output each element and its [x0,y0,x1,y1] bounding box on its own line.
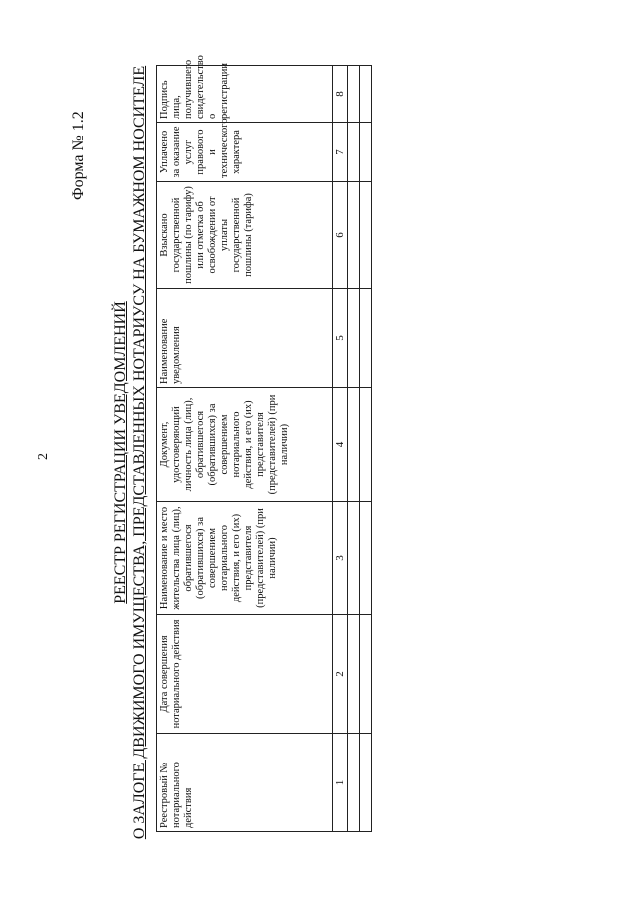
table-row-empty [348,66,360,832]
table-cell[interactable] [360,502,372,615]
document-subtitle: О ЗАЛОГЕ ДВИЖИМОГО ИМУЩЕСТВА, ПРЕДСТАВЛЕННЫХ НОТАРИУСУ НА БУМАЖНОМ НОСИТЕЛЕ [131,65,148,840]
table-cell[interactable] [348,615,360,734]
header-state-fee: Взыскано государственной пошлины (по тарифу) или отметка об освобождении от уплаты государственной пошлины (тарифа) [157,182,333,289]
column-number: 7 [333,123,348,182]
column-number: 4 [333,388,348,502]
column-number: 1 [333,734,348,832]
table-cell[interactable] [360,289,372,388]
header-identity-document: Документ, удостоверяющий личность лица (лиц), обратившегося (обратившихся) за совершением нотариального действия, и его (их) представителя (представителей) (при наличии) [157,388,333,502]
table-cell[interactable] [348,66,360,123]
header-paid-services: Уплачено за оказание услуг правового и технического характера [157,123,333,182]
column-number: 6 [333,182,348,289]
header-notice-name: Наименование уведомления [157,289,333,388]
table-cell[interactable] [348,502,360,615]
header-action-date: Дата совершения нотариального действия [157,615,333,734]
table-cell[interactable] [348,123,360,182]
header-applicant-name: Наименование и место жительства лица (лиц), обратившегося (обратившихся) за совершением нотариального действия, и его (их) представителя (представителей) (при наличии) [157,502,333,615]
table-cell[interactable] [360,66,372,123]
header-signature: Подпись лица, получившего свидетельство о регистрации [157,66,333,123]
table-row-empty [360,66,372,832]
form-number: Форма № 1.2 [70,111,87,200]
column-number: 3 [333,502,348,615]
column-number: 2 [333,615,348,734]
column-number: 5 [333,289,348,388]
column-number-row [333,66,348,832]
table-cell[interactable] [360,388,372,502]
table-cell[interactable] [348,182,360,289]
registry-table [156,55,372,832]
header-registry-number: Реестровый № нотариального действия [157,734,333,832]
table-cell[interactable] [360,123,372,182]
column-number: 8 [333,66,348,123]
table-cell[interactable] [360,615,372,734]
table-header-row [157,66,333,832]
table-cell[interactable] [348,388,360,502]
table-cell[interactable] [348,734,360,832]
page-number: 2 [36,453,51,460]
document-title: РЕЕСТР РЕГИСТРАЦИИ УВЕДОМЛЕНИЙ [112,301,129,604]
table-cell[interactable] [348,289,360,388]
table-cell[interactable] [360,182,372,289]
table-cell[interactable] [360,734,372,832]
